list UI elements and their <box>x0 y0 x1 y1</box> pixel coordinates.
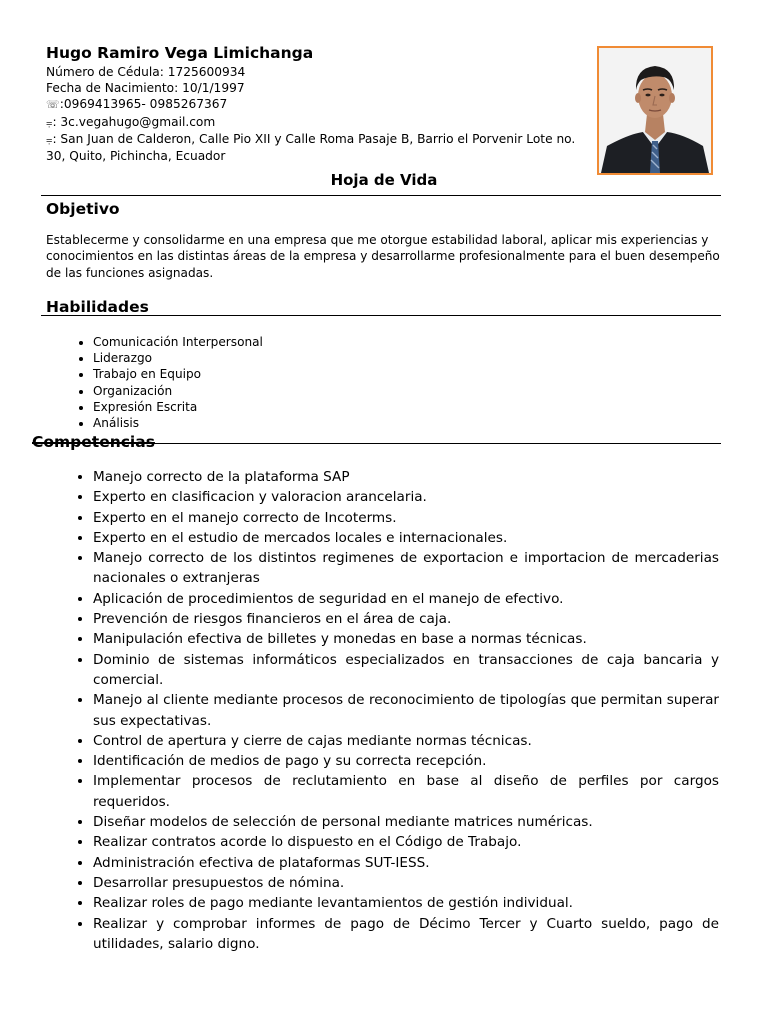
list-item: • Comunicación Interpersonal <box>93 334 593 350</box>
list-item: • Realizar contratos acorde lo dispuesto en el Código de Trabajo. <box>93 832 719 852</box>
competencies-heading: Competencias <box>32 433 155 451</box>
list-item: • Desarrollar presupuestos de nómina. <box>93 873 719 893</box>
phone-numbers: :0969413965- 0985267367 <box>59 97 228 112</box>
title-divider <box>41 195 721 196</box>
list-item: • Administración efectiva de plataformas SUT-IESS. <box>93 853 719 873</box>
address-line <box>46 131 586 164</box>
list-item: • Manejo al cliente mediante procesos de reconocimiento de tipologías que permitan superar sus expectativas. <box>93 690 719 731</box>
list-item: • Experto en el manejo correcto de Incoterms. <box>93 508 719 528</box>
personal-info-block <box>46 42 586 164</box>
mail-icon: ⩦ <box>46 115 53 129</box>
competencies-divider <box>32 443 721 444</box>
skills-list <box>46 334 593 431</box>
portrait-image <box>599 48 711 173</box>
email-address: : 3c.vegahugo@gmail.com <box>52 114 216 129</box>
list-item: • Manejo correcto de la plataforma SAP <box>93 467 719 487</box>
list-item: • Trabajo en Equipo <box>93 366 593 382</box>
home-icon: ⩦ <box>46 132 53 146</box>
list-item: • Realizar y comprobar informes de pago de Décimo Tercer y Cuarto sueldo, pago de utilidades, salario digno. <box>93 914 719 955</box>
id-number: Número de Cédula: 1725600934 <box>46 65 246 79</box>
list-item: • Expresión Escrita <box>93 399 593 415</box>
phone-line <box>46 96 586 113</box>
list-item: • Manejo correcto de los distintos regimenes de exportacion e importacion de mercaderias nacionales o extranjeras <box>93 548 719 589</box>
document-title: Hoja de Vida <box>330 171 438 189</box>
list-item: • Diseñar modelos de selección de personal mediante matrices numéricas. <box>93 812 719 832</box>
list-item: • Liderazgo <box>93 350 593 366</box>
birth-date: Fecha de Nacimiento: 10/1/1997 <box>46 81 245 96</box>
list-item: • Experto en clasificacion y valoracion arancelaria. <box>93 487 719 507</box>
list-item: • Aplicación de procedimientos de seguridad en el manejo de efectivo. <box>93 589 719 609</box>
list-item: • Prevención de riesgos financieros en el área de caja. <box>93 609 719 629</box>
skills-heading: Habilidades <box>46 298 149 316</box>
objective-text: Establecerme y consolidarme en una empresa que me otorgue estabilidad laboral, aplicar mis experiencias y conocimientos en las distintas áreas de la empresa y desarrollarme profesionalmente para el buen desempeño de las funciones asignadas. <box>46 233 720 280</box>
skills-divider <box>41 315 721 316</box>
home-address: : San Juan de Calderon, Calle Pio XII y Calle Roma Pasaje B, Barrio el Porvenir Lote no. 30, Quito, Pichincha, Ecuador <box>46 131 576 164</box>
objective-heading: Objetivo <box>46 200 120 218</box>
list-item: • Control de apertura y cierre de cajas mediante normas técnicas. <box>93 731 719 751</box>
list-item: • Análisis <box>93 415 593 431</box>
profile-photo <box>597 46 713 175</box>
phone-icon: ☏ <box>46 98 60 112</box>
list-item: • Organización <box>93 383 593 399</box>
list-item: • Dominio de sistemas informáticos especializados en transacciones de caja bancaria y comercial. <box>93 650 719 691</box>
email-line <box>46 114 586 131</box>
list-item: • Realizar roles de pago mediante levantamientos de gestión individual. <box>93 893 719 913</box>
applicant-name: Hugo Ramiro Vega Limichanga <box>46 44 314 62</box>
competencies-list <box>46 467 719 954</box>
list-item: • Identificación de medios de pago y su correcta recepción. <box>93 751 719 771</box>
list-item: • Experto en el estudio de mercados locales e internacionales. <box>93 528 719 548</box>
list-item: • Implementar procesos de reclutamiento en base al diseño de perfiles por cargos requeridos. <box>93 771 719 812</box>
list-item: • Manipulación efectiva de billetes y monedas en base a normas técnicas. <box>93 629 719 649</box>
